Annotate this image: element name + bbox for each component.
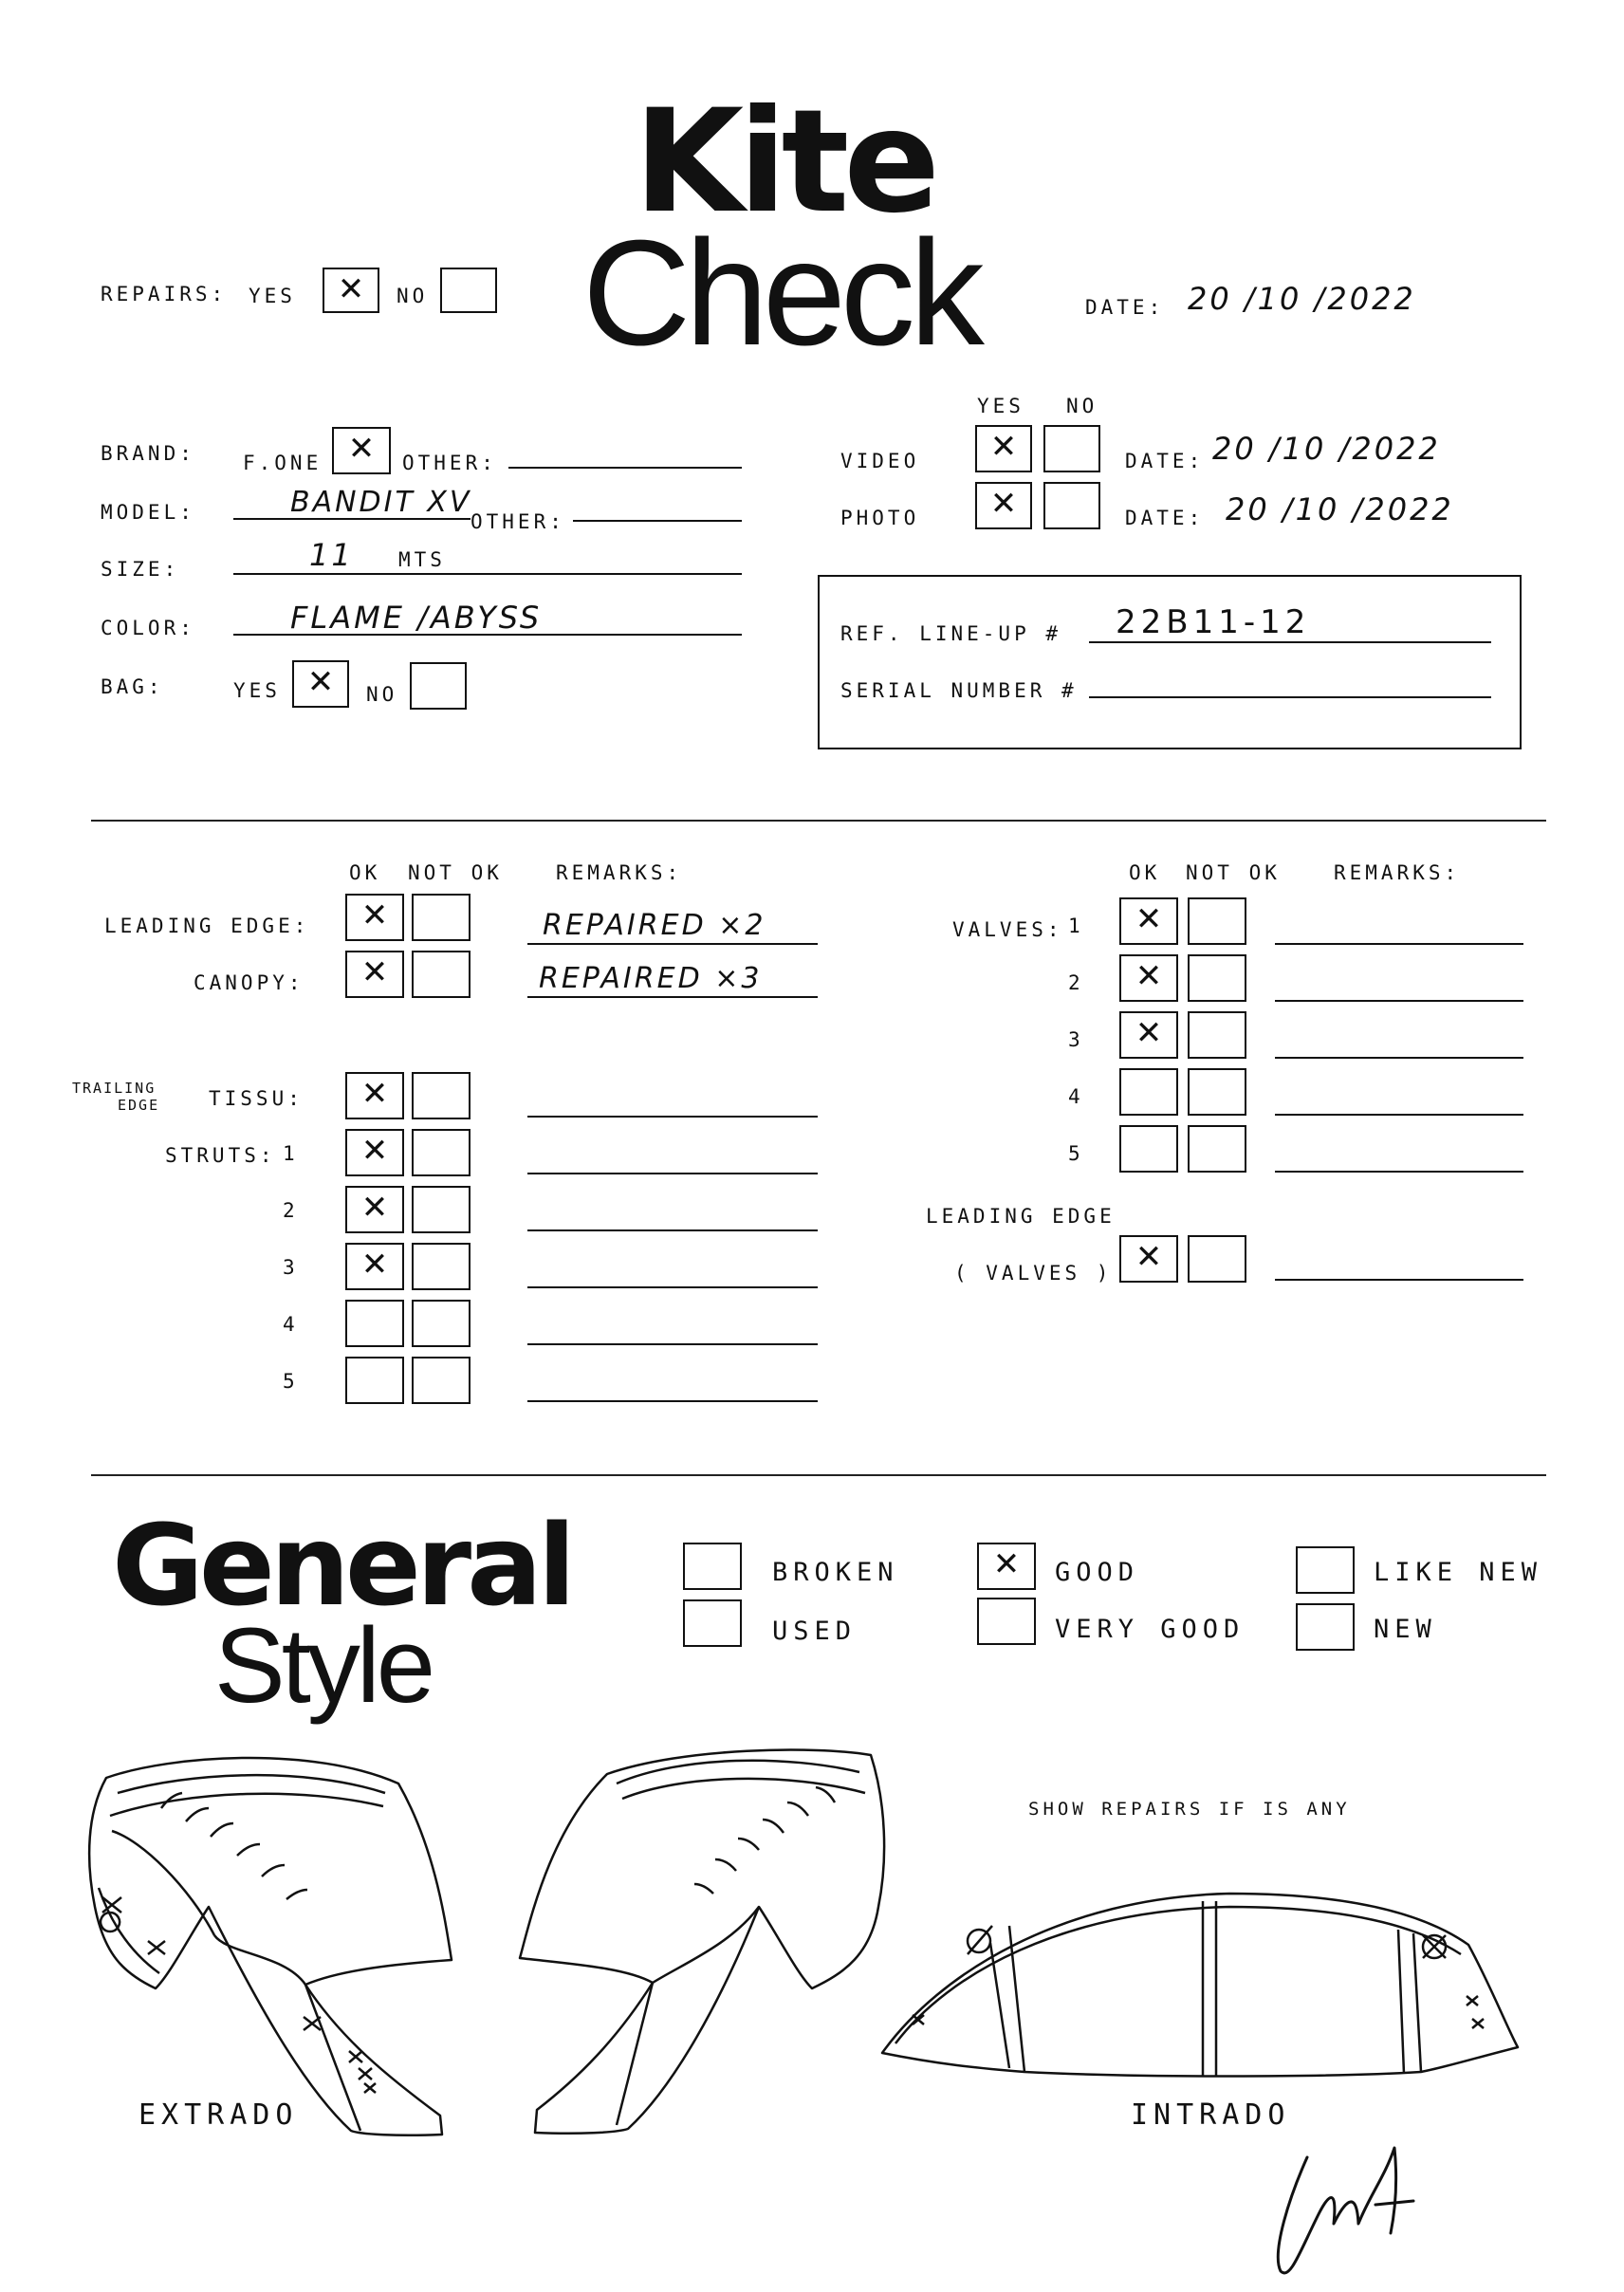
broken-label: BROKEN (772, 1558, 899, 1587)
check-mark: ✕ (360, 1189, 389, 1227)
photo-date-label: DATE: (1125, 507, 1205, 529)
valve-number: 1 (1068, 915, 1084, 937)
new-label: NEW (1374, 1615, 1437, 1644)
general-title: General (112, 1500, 572, 1631)
leading-edge-label: LEADING EDGE: (104, 915, 310, 937)
strut-number: 3 (283, 1256, 299, 1279)
left-ok-header: OK (349, 861, 381, 884)
le-valves-label-2: ( VALVES ) (954, 1262, 1113, 1285)
left-notok-header: NOT OK (408, 861, 503, 884)
canopy-label: CANOPY: (194, 971, 304, 994)
valve-number: 4 (1068, 1085, 1084, 1108)
size-value: 11 (309, 537, 354, 573)
brand-other-label: OTHER: (402, 452, 497, 474)
date-value: 20 /10 /2022 (1188, 281, 1416, 317)
photo-date-value: 20 /10 /2022 (1226, 491, 1454, 527)
strut-number: 5 (283, 1370, 299, 1393)
check-mark: ✕ (360, 1246, 389, 1284)
show-repairs-label: SHOW REPAIRS IF IS ANY (1028, 1799, 1351, 1820)
check-mark: ✕ (360, 1132, 389, 1170)
check-mark: ✕ (1135, 1238, 1163, 1276)
check-mark: ✕ (306, 663, 335, 701)
date-label: DATE: (1085, 296, 1165, 319)
check-mark: ✕ (347, 430, 376, 468)
canopy-remark: REPAIRED ×3 (539, 962, 763, 995)
serial-label: SERIAL NUMBER # (840, 679, 1078, 702)
check-mark: ✕ (360, 1075, 389, 1113)
title-kite: Kite (634, 80, 935, 245)
strut-number: 4 (283, 1313, 299, 1336)
valve-number: 2 (1068, 971, 1084, 994)
check-mark: ✕ (989, 428, 1018, 466)
brand-option: F.ONE (243, 452, 323, 474)
left-remarks-header: REMARKS: (556, 861, 683, 884)
tissu-label: TISSU: (209, 1087, 304, 1110)
right-remarks-header: REMARKS: (1334, 861, 1461, 884)
lineup-label: REF. LINE-UP # (840, 622, 1062, 645)
color-label: COLOR: (101, 617, 195, 639)
video-date-value: 20 /10 /2022 (1212, 431, 1441, 467)
check-mark: ✕ (360, 953, 389, 991)
media-yes-header: YES (977, 395, 1024, 417)
bag-no-label: NO (366, 683, 398, 706)
extrado-label: EXTRADO (138, 2098, 299, 2132)
model-value: BANDIT XV (290, 486, 472, 519)
very-good-label: VERY GOOD (1055, 1615, 1246, 1644)
right-notok-header: NOT OK (1186, 861, 1281, 884)
video-label: VIDEO (840, 450, 920, 472)
good-label: GOOD (1055, 1558, 1140, 1587)
repairs-yes-label: YES (249, 285, 296, 307)
bag-label: BAG: (101, 675, 164, 698)
model-other-label: OTHER: (471, 510, 565, 533)
check-mark: ✕ (989, 485, 1018, 523)
media-no-header: NO (1066, 395, 1098, 417)
check-mark: ✕ (1135, 957, 1163, 995)
like-new-label: LIKE NEW (1374, 1558, 1543, 1587)
trailing-edge-label: TRAILING (72, 1080, 157, 1097)
lineup-value: 22B11-12 (1116, 603, 1311, 641)
signature-image (1252, 2129, 1442, 2281)
leading-edge-remark: REPAIRED ×2 (543, 909, 766, 942)
trailing-edge-label-2: EDGE (118, 1097, 160, 1114)
check-mark: ✕ (1135, 900, 1163, 938)
intrado-label: INTRADO (1131, 2098, 1291, 2132)
repairs-no-label: NO (397, 285, 429, 307)
check-mark: ✕ (992, 1545, 1021, 1583)
strut-number: 1 (283, 1142, 299, 1165)
size-unit: MTS (398, 548, 446, 571)
right-ok-header: OK (1129, 861, 1161, 884)
title-check: Check (582, 210, 979, 377)
color-value: FLAME /ABYSS (290, 600, 543, 636)
struts-label: STRUTS: (165, 1144, 276, 1167)
video-date-label: DATE: (1125, 450, 1205, 472)
model-label: MODEL: (101, 501, 195, 524)
valves-label: VALVES: (952, 918, 1063, 941)
le-valves-label: LEADING EDGE (926, 1205, 1116, 1228)
check-mark: ✕ (337, 270, 365, 308)
valve-number: 5 (1068, 1142, 1084, 1165)
used-label: USED (772, 1617, 858, 1646)
check-mark: ✕ (1135, 1014, 1163, 1052)
strut-number: 2 (283, 1199, 299, 1222)
repairs-label: REPAIRS: (101, 283, 228, 305)
check-mark: ✕ (360, 896, 389, 934)
bag-yes-label: YES (233, 679, 281, 702)
size-label: SIZE: (101, 558, 180, 581)
style-title: Style (214, 1606, 432, 1725)
brand-label: BRAND: (101, 442, 195, 465)
valve-number: 3 (1068, 1028, 1084, 1051)
photo-label: PHOTO (840, 507, 920, 529)
